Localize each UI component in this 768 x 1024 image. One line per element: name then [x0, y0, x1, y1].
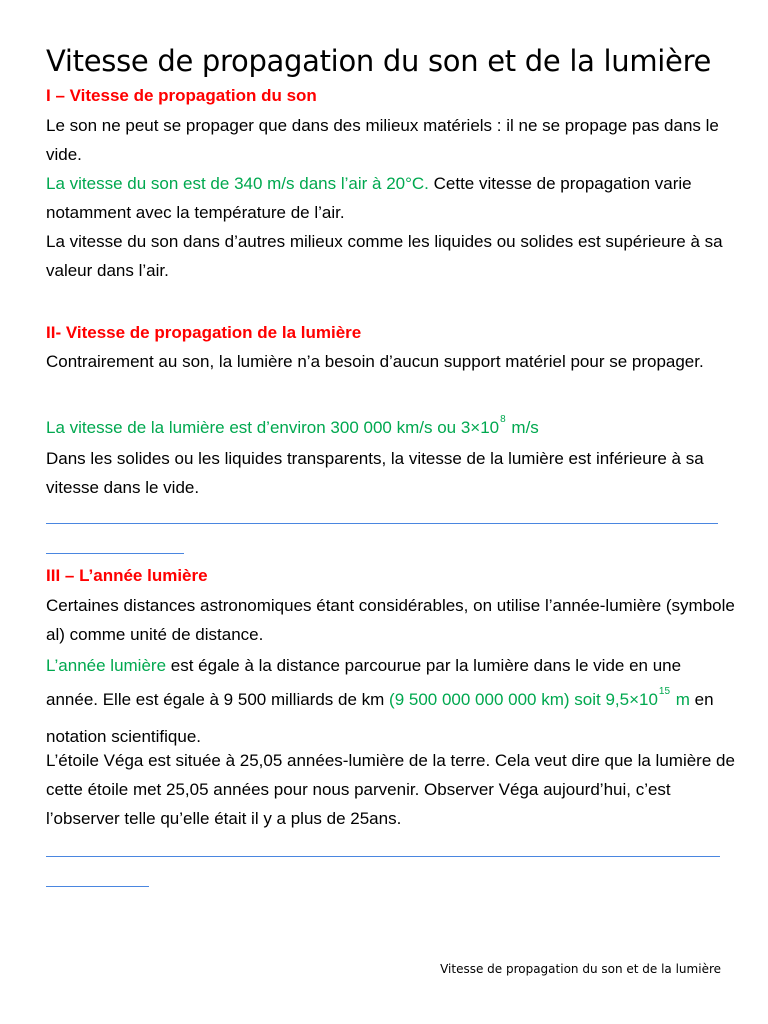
section-1-paragraph-1: Le son ne peut se propager que dans des milieux matériels : il ne se propage pas dans le vide. [46, 116, 719, 164]
divider-line-short [46, 553, 184, 554]
section-2-paragraph-2 [46, 413, 736, 445]
divider-line [46, 523, 718, 524]
light-speed-unit: m/s [506, 418, 539, 437]
light-year-definition: est égale à la distance parcourue par la lumière dans le vide en une année. Elle est égale à 9 500 milliards de km [46, 656, 682, 709]
page-title: Vitesse de propagation du son et de la lumière [46, 44, 712, 78]
light-speed-highlight [46, 414, 539, 437]
section-2-paragraph-3: Dans les solides ou les liquides transparents, la vitesse de la lumière est inférieure à sa vitesse dans le vide. [46, 449, 704, 497]
section-3-heading: III – L’année lumière [46, 566, 208, 585]
divider-line-2-short [46, 886, 149, 887]
light-year-exponent: 15 [658, 686, 671, 697]
light-year-value [389, 686, 690, 709]
section-2-paragraph-1: Contrairement au son, la lumière n’a besoin d’aucun support matériel pour se propager. [46, 352, 704, 371]
light-speed-value: La vitesse de la lumière est d’environ 300 000 km/s ou 3×10 [46, 418, 500, 437]
section-1-paragraph-2 [46, 169, 736, 227]
light-year-notation: en notation scientifique. [46, 690, 714, 746]
section-1-paragraph-3: La vitesse du son dans d’autres milieux comme les liquides ou solides est supérieure à sa valeur dans l’air. [46, 232, 723, 280]
section-1-heading: I – Vitesse de propagation du son [46, 86, 317, 105]
section-3-paragraph-3: L’étoile Véga est située à 25,05 années-lumière de la terre. Cela veut dire que la lumière de cette étoile met 25,05 années pour nous parvenir. Observer Véga aujourd’hui, c’est l’observer telle qu’elle était il y a plus de 25ans. [46, 751, 735, 828]
page-footer: Vitesse de propagation du son et de la lumière [440, 962, 721, 976]
light-speed-exponent: 8 [500, 414, 506, 425]
section-3-paragraph-2 [46, 649, 736, 754]
light-year-term: L’année lumière [46, 656, 167, 675]
light-year-number: (9 500 000 000 000 km) soit 9,5×10 [389, 690, 658, 709]
section-3-paragraph-1: Certaines distances astronomiques étant considérables, on utilise l’année-lumière (symbole al) comme unité de distance. [46, 596, 735, 644]
sound-speed-text: Cette vitesse de propagation varie notamment avec la température de l’air. [46, 174, 692, 222]
divider-line-2 [46, 856, 720, 857]
section-2-heading: II- Vitesse de propagation de la lumière [46, 323, 362, 342]
sound-speed-highlight: La vitesse du son est de 340 m/s dans l’air à 20°C. [46, 174, 429, 193]
light-year-unit: m [671, 690, 690, 709]
